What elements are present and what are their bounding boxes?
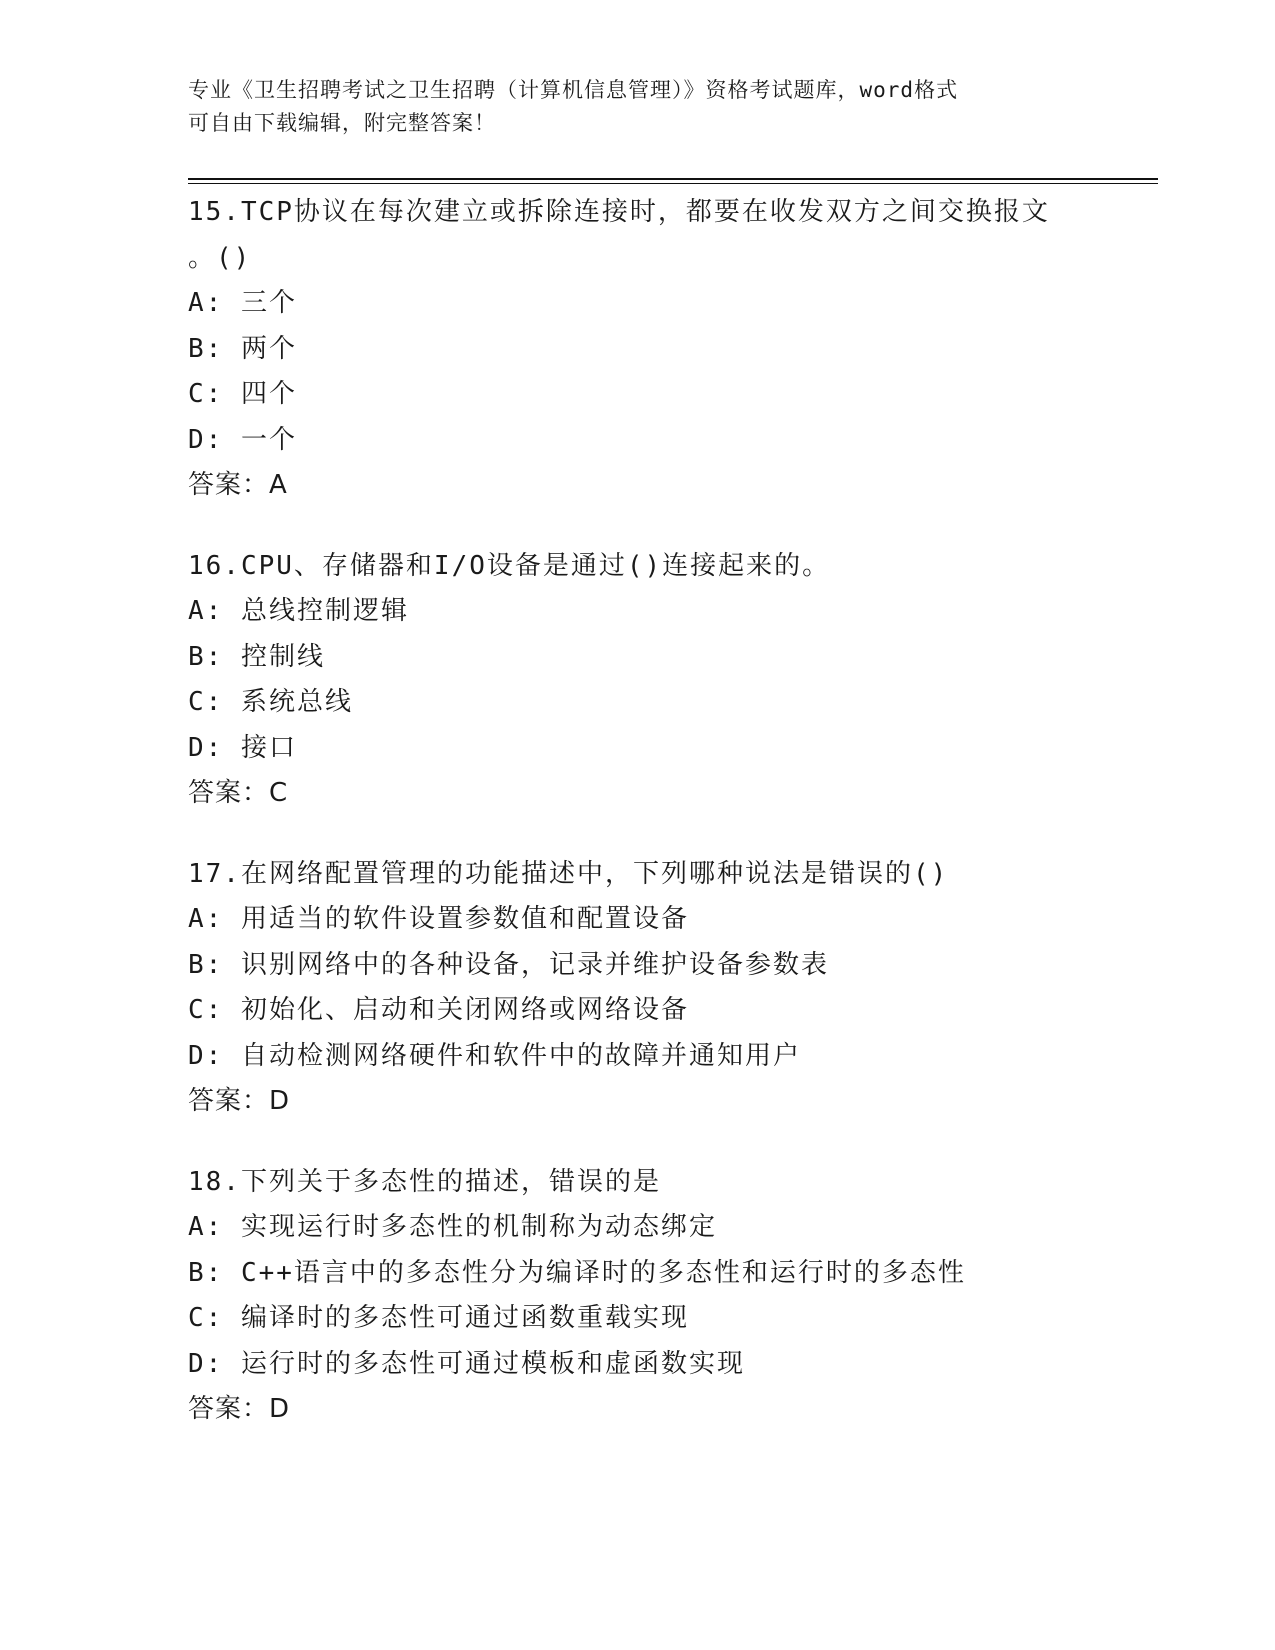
question-text: 16.CPU、存储器和I/O设备是通过()连接起来的。	[188, 550, 831, 581]
answer: 答案：D	[188, 1086, 291, 1116]
option-c: C: 初始化、启动和关闭网络或网络设备	[188, 995, 689, 1025]
header-line-1: 专业《卫生招聘考试之卫生招聘（计算机信息管理）》资格考试题库，word格式	[188, 78, 959, 102]
option-b: B: 两个	[188, 333, 297, 364]
question-text: 18.下列关于多态性的描述，错误的是	[188, 1166, 661, 1197]
answer: 答案：C	[188, 778, 289, 808]
option-a: A: 实现运行时多态性的机制称为动态绑定	[188, 1212, 717, 1242]
option-b: B: C++语言中的多态性分为编译时的多态性和运行时的多态性	[188, 1257, 966, 1288]
option-c: C: 编译时的多态性可通过函数重载实现	[188, 1303, 689, 1333]
question-16	[188, 544, 1088, 817]
option-d: D: 自动检测网络硬件和软件中的故障并通知用户	[188, 1040, 801, 1071]
header-line-2: 可自由下载编辑，附完整答案！	[188, 111, 496, 135]
question-17	[188, 852, 1088, 1125]
question-text: 15.TCP协议在每次建立或拆除连接时，都要在收发双方之间交换报文	[188, 197, 1050, 227]
option-d: D: 运行时的多态性可通过模板和虚函数实现	[188, 1348, 745, 1379]
header-divider-thin	[188, 183, 1158, 184]
question-15	[188, 190, 1088, 509]
option-d: D: 接口	[188, 732, 297, 763]
header-divider-thick	[188, 178, 1158, 180]
answer: 答案：A	[188, 470, 288, 500]
option-c: C: 系统总线	[188, 687, 353, 717]
option-c: C: 四个	[188, 379, 297, 409]
option-a: A: 总线控制逻辑	[188, 596, 409, 626]
question-18	[188, 1160, 1088, 1433]
option-a: A: 用适当的软件设置参数值和配置设备	[188, 904, 689, 934]
question-list	[188, 190, 1088, 1468]
option-b: B: 控制线	[188, 641, 325, 672]
option-a: A: 三个	[188, 288, 297, 318]
document-header	[188, 74, 1088, 140]
question-text-continued: 。()	[188, 242, 252, 273]
option-d: D: 一个	[188, 424, 297, 455]
answer: 答案：D	[188, 1394, 291, 1424]
option-b: B: 识别网络中的各种设备，记录并维护设备参数表	[188, 949, 829, 980]
question-text: 17.在网络配置管理的功能描述中，下列哪种说法是错误的()	[188, 858, 949, 889]
